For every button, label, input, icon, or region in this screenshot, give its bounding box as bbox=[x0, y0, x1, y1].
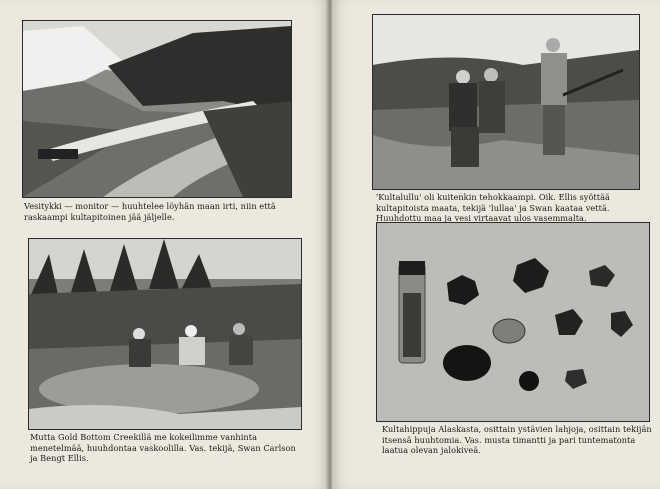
photo-hydraulic-monitor bbox=[22, 20, 292, 198]
right-page bbox=[332, 0, 660, 489]
photo-caption: 'Kultalullu' oli kuitenkin tehokkaampi. Oik. Ellis syöttää kultapitoista maata, tekijä 'lullaa' ja Swan kaataa vettä. Huuhdottu maa ja vesi virtaavat ulos vasemmalta. bbox=[376, 192, 610, 224]
left-page bbox=[0, 0, 328, 489]
photo-gold-nuggets bbox=[376, 222, 650, 422]
photo-caption: Vesitykki — monitor — huuhtelee löyhän maan irti, niin että raskaampi kultapitoinen jää jäljelle. bbox=[24, 201, 276, 222]
photo-caption: Mutta Gold Bottom Creekillä me kokeilimme vanhinta menetelmää, huuhdontaa vaskoolilla. Vas. tekijä, Swan Carlson ja Bengt Ellis. bbox=[30, 432, 296, 464]
photo-gold-panning bbox=[28, 238, 302, 430]
photo-gold-rocker bbox=[372, 14, 640, 190]
photo-caption: Kultahippuja Alaskasta, osittain ystävien lahjoja, osittain tekijän itsensä huuhtomia. Vas. musta timantti ja pari tuntematonta laatua olevan jalokiveä. bbox=[382, 424, 652, 456]
